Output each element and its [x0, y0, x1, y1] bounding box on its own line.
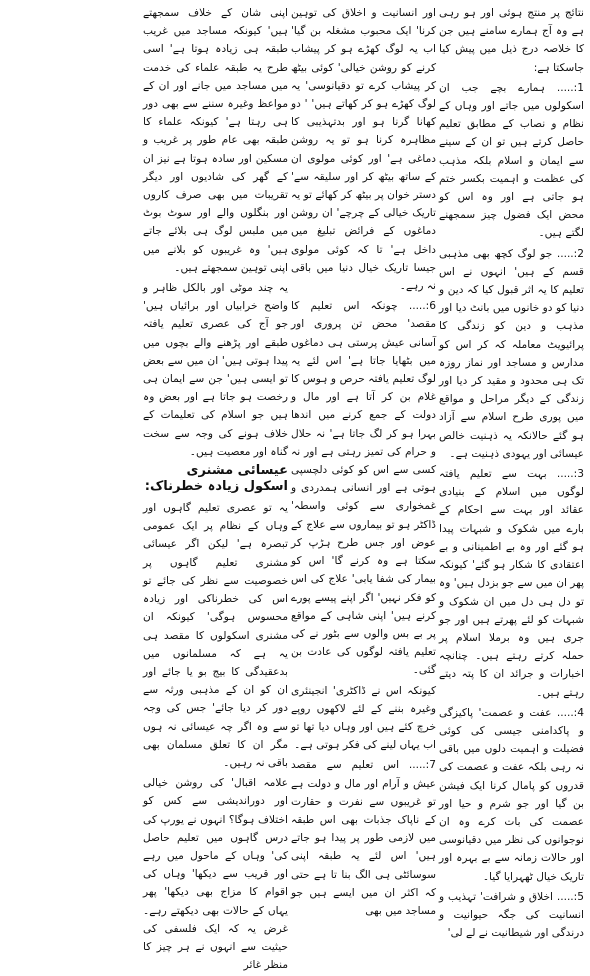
paragraph: 5:..... اخلاق و شرافت' تہذیب و انسانیت کی جگہ حیوانیت و درندگی اور شیطانیت نے لے لی' [439, 890, 584, 940]
paragraph: 7:..... اس تعلیم سے مقصد عیش و آرام اور مال و دولت ہے تو غریبوں سے نفرت و حقارت کے ناپاک جذبات بھی اس طبقہ میں لازمی طور پر پیدا ہو جاتے ہیں' اس لئے یہ طبقہ اپنی سوسائٹی ہی الگ بنا تا ہے حتی کہ اکثر ان میں ایسے ہیں جو مساجد میں بھی [291, 759, 436, 917]
paragraph: نتائج پر منتج ہوئی اور ہو رہی ہے وہ آج ہمارے سامنے ہیں جن کا خلاصہ درج ذیل میں پیش کیا جاسکتا ہے: [439, 7, 584, 74]
text-columns [6, 4, 584, 972]
paragraph: 1:..... ہمارے بچے جب ان اسکولوں میں جاتے اور وہاں کے نظام و نصاب کے مطابق تعلیم حاصل کرتے ہیں تو ان کے سینے سے ایمان و اسلام بلکہ مذہب کی عظمت و اہمیت بکسر ختم ہو جاتی ہے اور وہ اس کو محض ایک فضول چیز سمجھنے لگتے ہیں۔ [439, 81, 584, 240]
paragraph: کیونکہ اس نے ڈاکٹری' انجینئری وغیرہ بننے کے لئے لاکھوں روپے خرچ کئے ہیں اور وہاں دیا تھا تو اب یہاں لینے کی فکر ہوتی ہے۔ [291, 684, 436, 752]
paragraph: اور انسانیت و اخلاق کی توہین کرنا' ایک محبوب مشغلہ بن گیا' اب یہ لوگ کھڑے ہو کر پیشاب کرنے کو روشن خیالی' کوئی بیٹھ کر پیشاب کرے تو دقیانوسی' یہ لوگ کھڑے ہو کر کھاتے ہیں' ' دو کھانا گرنا ہو اور بدتہذیبی کا مظاہرہ کرنا ہو تو یہ روشن دماغی ہے' اور کوئی مولوی ان کے ساتھ بیٹھ کر اور سلیقہ سے' دستر خوان پر بیٹھ کر کھائے تو یہ تاریک خیالی کے چرچے' ان روشن دماغوں کے فرائض تبلیغ میں داخل ہے' تا کہ کوئی مولوی جیسا تاریک خیال دنیا میں باقی نہ رہے۔ [291, 7, 436, 293]
paragraph: یہ تو عصری تعلیم گاہوں اور وہاں کے نظام پر ایک عمومی تبصرہ ہے' لیکن اگر عیسائی مشنری تعلیم گاہوں پر خصوصیت سے نظر کی جائے تو اس کی خطرناکی اور زیادہ محسوس ہوگی' کیونکہ ان مشنری اسکولوں کا مقصد ہی یہ ہے کہ مسلمانوں میں بدعقیدگی کا بیج بو یا جائے اور ان کو ان کے مذہبی ورثہ سے دور کر دیا جائے' جس کی وجہ سے وہ اگر چہ عیسائی نہ ہوں مگر ان کا تعلق مسلمان بھی باقی نہ رہیں۔ [143, 502, 288, 769]
paragraph: یہ چند موٹی اور بالکل ظاہر و واضح خرابیاں اور برائیاں ہیں' جو آج کی عصری تعلیم یافتہ طبقے اور پڑھنے والے بچوں میں پیدا ہوتی ہیں' ان میں سے بعض تو ایسی ہیں' جن سے ایمان ہی رخصت ہو جاتا ہے اور بعض وہ ہیں جو اسلام کی تعلیمات کے خلاف ہونے کی وجہ سے سخت گناہ اور معصیت ہیں۔ [143, 282, 288, 458]
paragraph: علامہ اقبال' کی روشن خیالی اور دوراندیشی سے کس کو اختلاف ہوگا؟ انہوں نے یورپ کی درس گاہوں میں تعلیم حاصل کی' وہاں کے ماحول میں رہے اور قریب سے دیکھا' وہاں کی اقوام کا مزاج بھی دیکھا' پھر یہاں کے حالات بھی دیکھتے رہے۔ غرض یہ کہ ایک فلسفی کی حیثیت سے انہوں نے ہر چیز کا منظر غائر [143, 777, 288, 972]
paragraph: 2:..... جو لوگ کچھ بھی مذہبی قسم کے ہیں' انہوں نے اس تعلیم کا یہ اثر قبول کیا کہ دین و دنیا کو دو خانوں میں بانٹ دیا اور مذہب و دین کو زندگی کا پرائیویٹ معاملہ کہ کر اس کو مدارس و مساجد اور نماز روزہ تک ہی محدود و مقید کر دیا اور زندگی کے دیگر مراحل و مواقع میں پوری طرح اسلام سے آزاد ہو گئے حالانکہ یہ ذہنیت خالص عیسائی اور یہودی ذہنیت ہے۔ [439, 247, 584, 460]
paragraph: اپنی شان کے خلاف سمجھتے ہیں' کیونکہ مساجد میں غریب طبقہ ہی زیادہ ہوتا ہے' اسی طرح یہ طبقہ علماء کی خدمت میں مساجد میں جانے اور ان کے مواعظ وغیرہ سننے سے بھی دور ہی رہتا ہے' کیونکہ علماء کا طبقہ بھی عام طور پر غریب و مسکین اور سادہ ہوتا ہے نیز ان کے گھر کی شادیوں اور دیگر تقریبات میں بھی صرف کاروں اور بنگلوں والے اور سوٹ بوٹ میں ملبس لوگ ہی بلائے جاتے ہیں' وہ غریبوں کو بلانے میں اپنی توہین سمجھتے ہیں۔ [143, 7, 288, 274]
paragraph: 3:..... بہت سے تعلیم یافتہ لوگوں میں اسلام کے بنیادی عقائد اور بہت سے احکام کے بارے میں شکوک و شبہات پیدا ہو گئے اور وہ بے اطمینانی و بے اعتقادی کا شکار ہو گئے' کیونکہ پھر ان میں سے جو بزدل ہیں' وہ تو دل ہی دل میں ان شکوک و شبہات کو لئے پھرتے ہیں اور جو جری ہیں وہ برملا اسلام پر حملہ کرتے رہتے ہیں۔ چنانچہ اخبارات و جرائد ان کا پتہ دیتے رہتے ہیں۔ [439, 468, 584, 699]
column-4-blank [0, 4, 140, 976]
column-3 [143, 4, 288, 976]
section-heading: عیسائی مشنری اسکول زیادہ خطرناک: [144, 463, 288, 495]
column-1 [439, 4, 584, 976]
paragraph: 4:..... عفت و عصمت' پاکیزگی و پاکدامنی جیسی کی کوئی فضیلت و اہمیت دلوں میں باقی نہ رہی بلکہ عفت و عصمت کی قدروں کو پامال کرنا ایک فیشن بن گیا اور جو شرم و حیا اور عصمت کی بات کرے وہ ان نوجوانوں کی نظر میں دقیانوسی اور حالات زمانہ سے بے بہرہ اور تاریک خیال ٹھہرایا گیا۔ [439, 706, 584, 883]
column-2 [291, 4, 436, 976]
paragraph: 6:..... چونکہ اس تعلیم کا مقصد' محض تن پروری اور آسانی عیش پرستی ہی دماغوں میں بٹھایا جاتا ہے' اس لئے یہ لوگ تعلیم یافتہ حرص و ہوس کا غلام بن کر آتا ہے اور مال و دولت کے جمع کرنے میں اندھا بہرا ہو کر لگ جاتا ہے' نہ حلال و حرام کی تمیز رہتی ہے اور نہ کسی سے اس کو کوئی دلچسپی ہوتی ہے اور انسانی ہمدردی و غمخواری سے کوئی واسطہ' ڈاکٹر ہو تو بیماروں سے علاج کے عوض اور جس طرح ہڑپ کر سکتا ہے وہ کرنے گا' اس کو بیمار کی شفا یابی' علاج کی اس کو فکر نہیں' اگر اپنے پیسے پورے کرنے ہیں' اپنی شاہی کے مواقع پر بے بس والوں سے بٹور نے کی تعلیم یافتہ لوگوں کی عادت بن گئی۔ [291, 300, 436, 677]
